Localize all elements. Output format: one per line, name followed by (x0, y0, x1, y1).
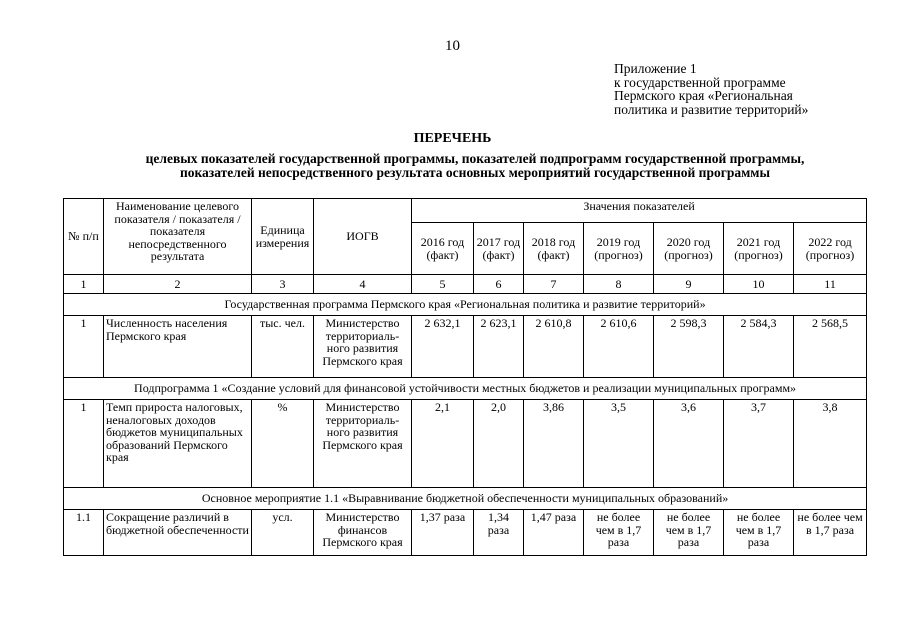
column-number: 4 (314, 275, 412, 294)
table-row (64, 510, 867, 556)
row-value: 2 623,1 (474, 316, 524, 378)
row-value: 2 632,1 (412, 316, 474, 378)
column-number: 9 (654, 275, 724, 294)
column-numbers-row (64, 275, 867, 294)
header-year: 2016 год (факт) (412, 223, 474, 275)
row-unit: тыс. чел. (252, 316, 314, 378)
row-value: 2 610,8 (524, 316, 584, 378)
row-value: не более чем в 1,7 раза (654, 510, 724, 556)
header-year: 2019 год (прогноз) (584, 223, 654, 275)
section-title: Основное мероприятие 1.1 «Выравнивание бюджетной обеспеченности муниципальных образований» (64, 488, 867, 510)
section-title-row (64, 488, 867, 510)
row-value: 2 610,6 (584, 316, 654, 378)
appendix-line: к государственной программе (614, 74, 786, 90)
subtitle-line: показателей непосредственного результата основных мероприятий государственной программы (179, 165, 771, 180)
row-unit: усл. (252, 510, 314, 556)
header-year: 2018 год (факт) (524, 223, 584, 275)
table-row (64, 400, 867, 488)
section-title-row (64, 378, 867, 400)
column-number: 1 (64, 275, 104, 294)
column-number: 3 (252, 275, 314, 294)
row-iogv: Министерство территориаль-ного развития Пермского края (314, 400, 412, 488)
appendix-line: политика и развитие территорий» (614, 101, 809, 117)
subtitle-line: целевых показателей государственной программы, показателей подпрограмм государственной программы, (145, 151, 805, 166)
row-value: 2 568,5 (794, 316, 867, 378)
header-year: 2022 год (прогноз) (794, 223, 867, 275)
header-year: 2021 год (прогноз) (724, 223, 794, 275)
section-title-row (64, 294, 867, 316)
row-value: 2,0 (474, 400, 524, 488)
header-name: Наименование целевого показателя / показателя / показателя непосредственного результата (104, 199, 252, 275)
header-unit: Единица измерения (252, 199, 314, 275)
row-unit: % (252, 400, 314, 488)
row-value: 3,5 (584, 400, 654, 488)
table-row (64, 316, 867, 378)
header-iogv: ИОГВ (314, 199, 412, 275)
appendix-line: Приложение 1 (614, 61, 697, 76)
section-title: Подпрограмма 1 «Создание условий для финансовой устойчивости местных бюджетов и реализации муниципальных программ» (64, 378, 867, 400)
row-value: не более чем в 1,7 раза (794, 510, 867, 556)
column-number: 10 (724, 275, 794, 294)
header-row (64, 199, 867, 223)
row-value: 1,47 раза (524, 510, 584, 556)
section-title: Государственная программа Пермского края «Региональная политика и развитие территорий» (64, 294, 867, 316)
row-iogv: Министерство территориаль-ного развития Пермского края (314, 316, 412, 378)
column-number: 8 (584, 275, 654, 294)
column-number: 2 (104, 275, 252, 294)
row-value: не более чем в 1,7 раза (584, 510, 654, 556)
document-subtitle (60, 152, 890, 180)
header-num: № п/п (64, 199, 104, 275)
indicators-table (63, 198, 867, 556)
row-name: Численность населения Пермского края (104, 316, 252, 378)
row-value: 1,34 раза (474, 510, 524, 556)
row-iogv: Министерство финансов Пермского края (314, 510, 412, 556)
row-name: Сокращение различий в бюджетной обеспеченности (104, 510, 252, 556)
row-value: 3,86 (524, 400, 584, 488)
page-number: 10 (445, 38, 460, 54)
row-value: 2 584,3 (724, 316, 794, 378)
row-value: 3,6 (654, 400, 724, 488)
header-year: 2017 год (факт) (474, 223, 524, 275)
column-number: 6 (474, 275, 524, 294)
column-number: 11 (794, 275, 867, 294)
row-value: 3,8 (794, 400, 867, 488)
appendix-note (614, 62, 808, 116)
column-number: 5 (412, 275, 474, 294)
row-value: 3,7 (724, 400, 794, 488)
column-number: 7 (524, 275, 584, 294)
row-num: 1.1 (64, 510, 104, 556)
row-value: 2 598,3 (654, 316, 724, 378)
row-value: 1,37 раза (412, 510, 474, 556)
row-value: не более чем в 1,7 раза (724, 510, 794, 556)
row-name: Темп прироста налоговых, неналоговых доходов бюджетов муниципальных образований Пермского края (104, 400, 252, 488)
row-num: 1 (64, 400, 104, 488)
row-num: 1 (64, 316, 104, 378)
appendix-line: Пермского края «Региональная (614, 88, 793, 103)
row-value: 2,1 (412, 400, 474, 488)
header-values-group: Значения показателей (412, 199, 867, 223)
document-title: ПЕРЕЧЕНЬ (413, 131, 492, 146)
header-year: 2020 год (прогноз) (654, 223, 724, 275)
